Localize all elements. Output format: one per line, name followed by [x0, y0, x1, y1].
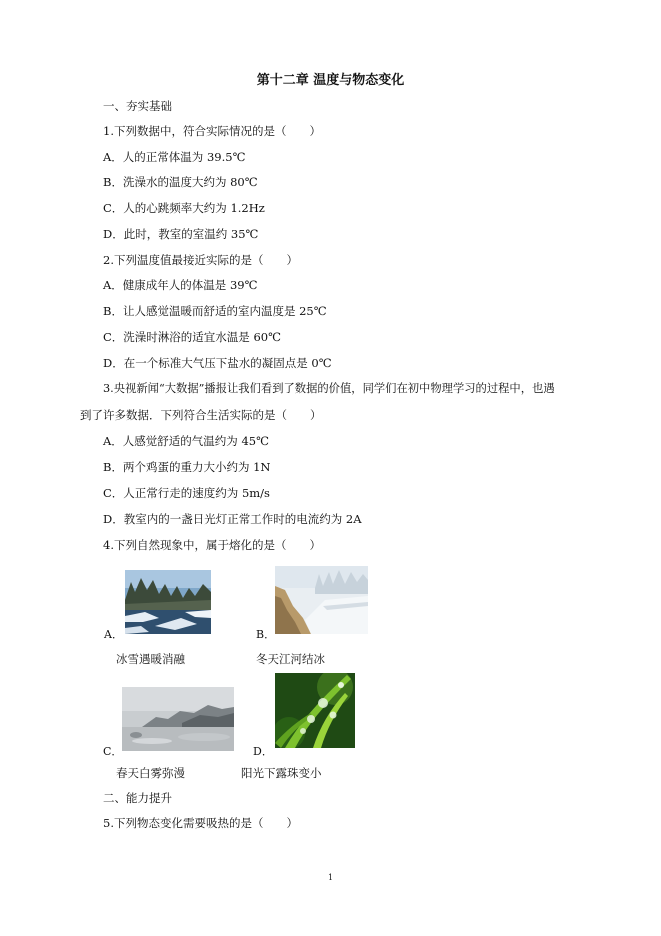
- question-3-stem-line2: 到了许多数据．下列符合生活实际的是（ ）: [80, 408, 322, 422]
- section-basics-heading: 一、夯实基础: [103, 99, 172, 113]
- question-2-option-b: B．让人感觉温暖而舒适的室内温度是 25℃: [103, 304, 327, 318]
- page-title: 第十二章 温度与物态变化: [256, 73, 405, 88]
- question-1-option-d: D．此时，教室的室温约 35℃: [103, 227, 259, 241]
- question-2-stem: 2.下列温度值最接近实际的是（ ）: [103, 253, 298, 267]
- fog-photo: [122, 687, 234, 751]
- q4-option-a-caption: 冰雪遇暖消融: [116, 652, 185, 666]
- q4-option-d-letter: D．: [253, 745, 273, 758]
- question-3-option-c: C．人正常行走的速度约为 5m/s: [103, 486, 270, 500]
- question-4-stem: 4.下列自然现象中，属于熔化的是（ ）: [103, 538, 321, 552]
- q4-option-b-letter: B．: [256, 628, 276, 641]
- q4-option-c-letter: C．: [103, 745, 123, 758]
- section-advanced-heading: 二、能力提升: [103, 791, 172, 805]
- question-1-option-c: C．人的心跳频率大约为 1.2Hz: [103, 201, 265, 215]
- q4-option-d-caption: 阳光下露珠变小: [241, 766, 322, 780]
- question-3-option-b: B．两个鸡蛋的重力大小约为 1N: [103, 460, 271, 474]
- q4-option-a-letter: A．: [104, 628, 123, 641]
- q4-option-c-caption: 春天白雾弥漫: [116, 766, 185, 780]
- question-1-option-a: A．人的正常体温为 39.5℃: [103, 150, 246, 164]
- question-2-option-d: D．在一个标准大气压下盐水的凝固点是 0℃: [103, 356, 332, 370]
- question-3-option-a: A．人感觉舒适的气温约为 45℃: [103, 434, 269, 448]
- question-5-stem: 5.下列物态变化需要吸热的是（ ）: [103, 816, 298, 830]
- ice-melting-photo: [125, 570, 211, 634]
- question-2-option-a: A．健康成年人的体温是 39℃: [103, 278, 258, 292]
- dew-drops-photo: [275, 673, 355, 748]
- question-1-stem: 1.下列数据中，符合实际情况的是（ ）: [103, 124, 321, 138]
- question-1-option-b: B．洗澡水的温度大约为 80℃: [103, 175, 258, 189]
- river-freezing-photo: [275, 566, 368, 634]
- q4-option-b-caption: 冬天江河结冰: [256, 652, 325, 666]
- page-number: 1: [327, 873, 334, 882]
- question-3-option-d: D．教室内的一盏日光灯正常工作时的电流约为 2A: [103, 512, 362, 526]
- question-2-option-c: C．洗澡时淋浴的适宜水温是 60℃: [103, 330, 281, 344]
- question-3-stem-line1: 3.央视新闻“大数据”播报让我们看到了数据的价值，同学们在初中物理学习的过程中，也遇: [103, 382, 555, 395]
